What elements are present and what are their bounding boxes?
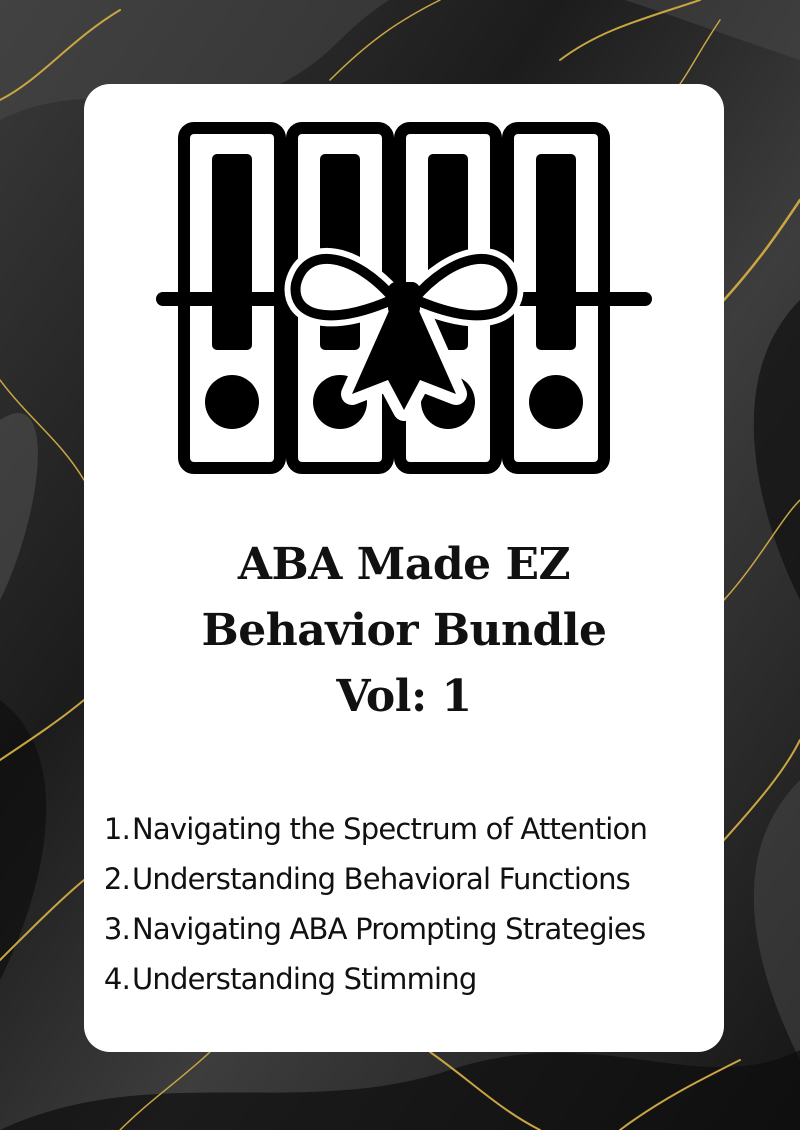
list-item-number: 2. xyxy=(103,862,130,896)
list-item-text: Understanding Stimming xyxy=(132,962,477,996)
cover-title xyxy=(84,532,724,730)
list-item-text: Navigating ABA Prompting Strategies xyxy=(132,912,646,946)
list-item xyxy=(92,804,722,854)
list-item-number: 3. xyxy=(103,912,130,946)
list-item xyxy=(92,954,722,1004)
list-item-text: Understanding Behavioral Functions xyxy=(132,862,630,896)
title-line: Behavior Bundle xyxy=(201,605,607,656)
cover-card xyxy=(84,84,724,1052)
binders-with-bow-icon xyxy=(156,114,652,484)
list-item-text: Navigating the Spectrum of Attention xyxy=(132,812,648,846)
list-item xyxy=(92,854,722,904)
list-item-number: 1. xyxy=(103,812,130,846)
title-line: ABA Made EZ xyxy=(237,539,571,590)
title-line: Vol: 1 xyxy=(336,671,472,722)
list-item xyxy=(92,904,722,954)
list-item-number: 4. xyxy=(103,962,130,996)
contents-list xyxy=(92,804,722,1004)
